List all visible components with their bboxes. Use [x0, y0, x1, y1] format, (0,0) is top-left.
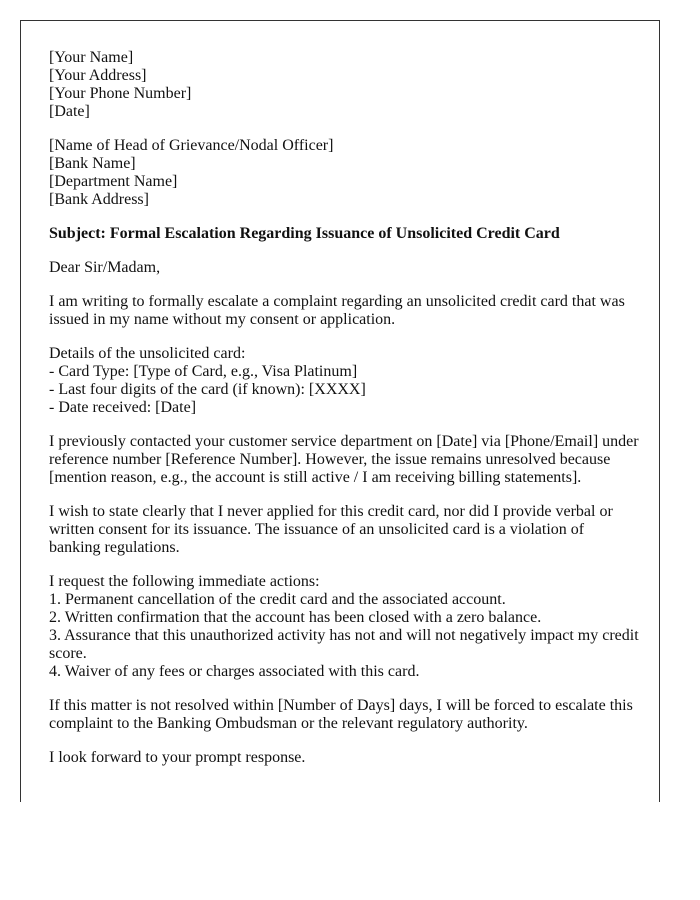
request-item: 2. Written confirmation that the account has been closed with a zero balance.: [49, 609, 542, 626]
subject-line: Subject: Formal Escalation Regarding Issuance of Unsolicited Credit Card: [49, 225, 560, 242]
requests-heading: I request the following immediate actions:: [49, 573, 320, 590]
sender-phone: [Your Phone Number]: [49, 85, 192, 102]
recipient-bank-address: [Bank Address]: [49, 191, 149, 208]
previous-contact-paragraph: I previously contacted your customer service department on [Date] via [Phone/Email] under reference number [Reference Number]. However, the issue remains unresolved because [mention reason, e.g., the account is still active / I am receiving billing statements].: [49, 433, 639, 486]
statement-paragraph: I wish to state clearly that I never applied for this credit card, nor did I provide verbal or written consent for its issuance. The issuance of an unsolicited card is a violation of banking regulations.: [49, 503, 613, 556]
salutation: Dear Sir/Madam,: [49, 259, 161, 276]
card-details: [49, 345, 639, 417]
recipient-block: [49, 137, 639, 209]
sender-address: [Your Address]: [49, 67, 147, 84]
escalation-paragraph: If this matter is not resolved within [Number of Days] days, I will be forced to escalate this complaint to the Banking Ombudsman or the relevant regulatory authority.: [49, 697, 633, 732]
recipient-officer: [Name of Head of Grievance/Nodal Officer]: [49, 137, 334, 154]
requests-block: [49, 573, 639, 681]
letter-body: [21, 21, 659, 767]
sender-block: [49, 49, 639, 121]
intro-paragraph: I am writing to formally escalate a complaint regarding an unsolicited credit card that was issued in my name without my consent or application.: [49, 293, 625, 328]
card-details-heading: Details of the unsolicited card:: [49, 345, 246, 362]
letter-date: [Date]: [49, 103, 90, 120]
recipient-department: [Department Name]: [49, 173, 178, 190]
recipient-bank-name: [Bank Name]: [49, 155, 136, 172]
sender-name: [Your Name]: [49, 49, 134, 66]
request-item: 4. Waiver of any fees or charges associated with this card.: [49, 663, 420, 680]
request-item: 3. Assurance that this unauthorized activity has not and will not negatively impact my credit score.: [49, 627, 639, 662]
card-detail-item: - Last four digits of the card (if known): [XXXX]: [49, 381, 366, 398]
letter-page: [20, 20, 660, 802]
request-item: 1. Permanent cancellation of the credit card and the associated account.: [49, 591, 506, 608]
card-detail-item: - Date received: [Date]: [49, 399, 197, 416]
closing-line: I look forward to your prompt response.: [49, 749, 306, 766]
card-detail-item: - Card Type: [Type of Card, e.g., Visa Platinum]: [49, 363, 358, 380]
